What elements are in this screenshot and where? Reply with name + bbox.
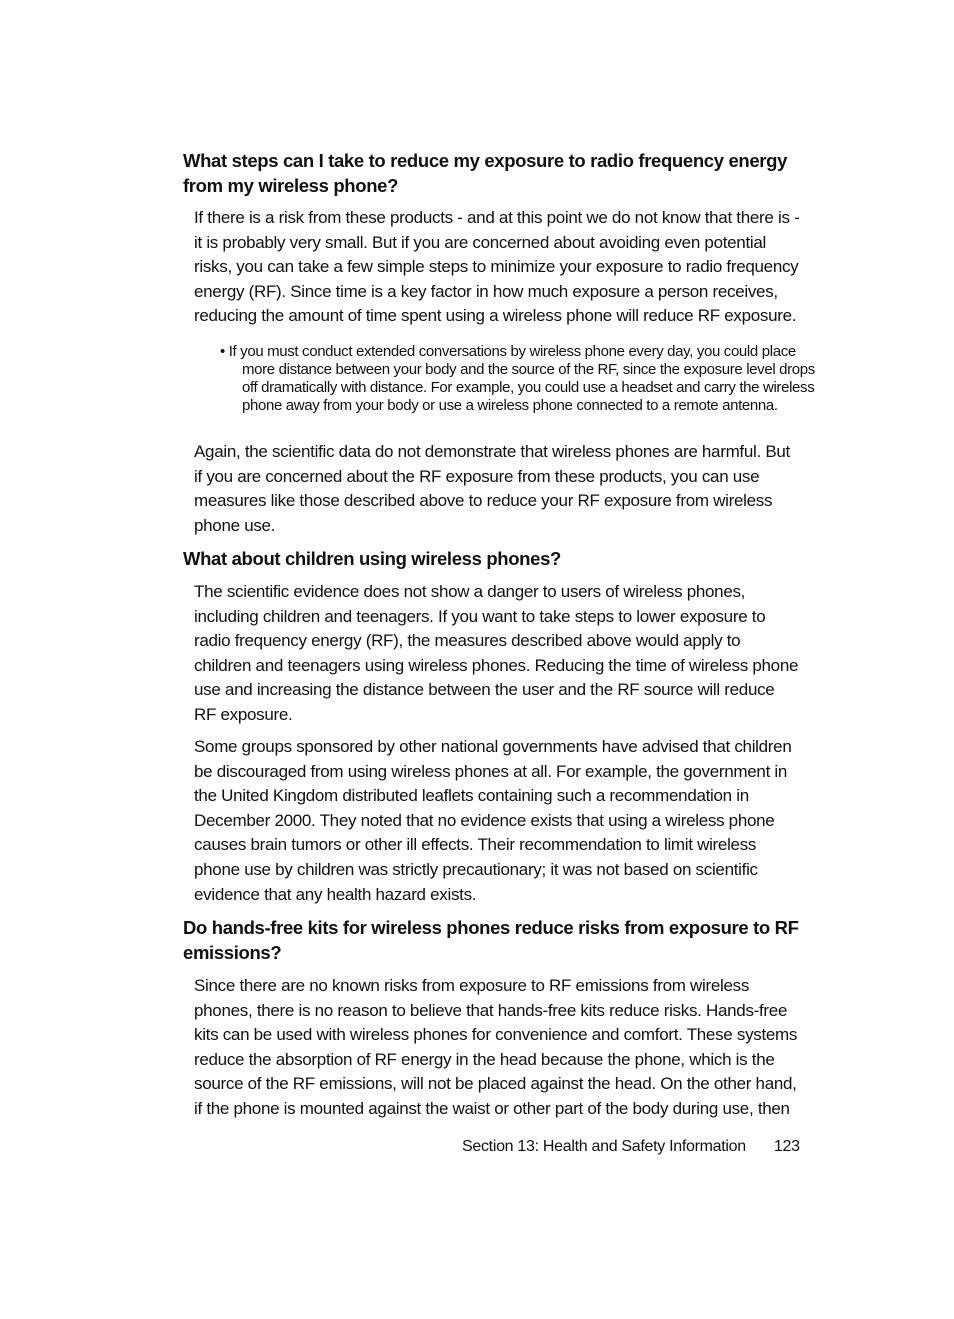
- paragraph-scientific-data: Again, the scientific data do not demonstrate that wireless phones are harmful. But if you are concerned about the RF exposure from these products, you can use measures like those described above to reduce your RF exposure from wireless phone use.: [194, 442, 790, 535]
- paragraph-no-known-risks: Since there are no known risks from exposure to RF emissions from wireless phones, there is no reason to believe that hands-free kits reduce risks. Hands-free kits can be used with wireless phones for convenience and comfort. These systems reduce the absorption of RF energy in the head because the phone, which is the source of the RF emissions, will not be placed against the head. On the other hand, if the phone is mounted against the waist or other part of the body during use, then: [194, 976, 798, 1118]
- paragraph-risk-small: If there is a risk from these products - and at this point we do not know that there is - it is probably very small. But if you are concerned about avoiding even potential risks, you can take a few simple steps to minimize your exposure to radio frequency energy (RF). Since time is a key factor in how much exposure a person receives, reducing the amount of time spent using a wireless phone will reduce RF exposure.: [194, 208, 800, 326]
- page-footer: [462, 1136, 800, 1158]
- paragraph-scientific-evidence: The scientific evidence does not show a danger to users of wireless phones, including children and teenagers. If you want to take steps to lower exposure to radio frequency energy (RF), the measures described above would apply to children and teenagers using wireless phones. Reducing the time of wireless phone use and increasing the distance between the user and the RF source will reduce RF exposure.: [194, 582, 799, 724]
- paragraph-national-governments: Some groups sponsored by other national governments have advised that children be discouraged from using wireless phones at all. For example, the government in the United Kingdom distributed leaflets containing such a recommendation in December 2000. They noted that no evidence exists that using a wireless phone causes brain tumors or other ill effects. Their recommendation to limit wireless phone use by children was strictly precautionary; it was not based on scientific evidence that any health hazard exists.: [194, 737, 792, 904]
- footer-section-label: Section 13: Health and Safety Information: [462, 1138, 746, 1155]
- section-heading-reduce-exposure: What steps can I take to reduce my exposure to radio frequency energy from my wireless phone?: [183, 150, 788, 196]
- bullet-extended-conversations: • If you must conduct extended conversations by wireless phone every day, you could place more distance between your body and the source of the RF, since the exposure level drops off dramatically with distance. For example, you could use a headset and carry the wireless phone away from your body or use a wireless phone connected to a remote antenna.: [220, 343, 815, 414]
- section-heading-children: What about children using wireless phones?: [183, 548, 561, 569]
- page-number: 123: [773, 1138, 800, 1155]
- section-heading-hands-free-kits: Do hands-free kits for wireless phones reduce risks from exposure to RF emissions?: [183, 917, 799, 963]
